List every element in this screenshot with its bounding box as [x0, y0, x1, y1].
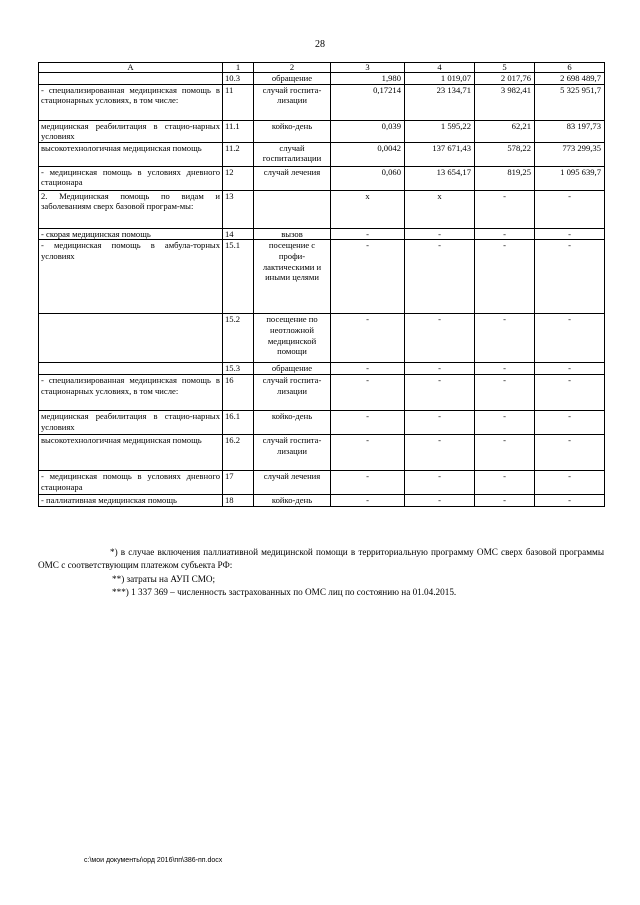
table-cell: - [475, 190, 535, 228]
table-cell: - специализированная медицинская помощь в стационарных условиях, в том числе: [39, 84, 223, 120]
table-cell: - [535, 240, 605, 314]
table-cell: 3 982,41 [475, 84, 535, 120]
table-cell: 13 [223, 190, 254, 228]
table-cell: - [405, 410, 475, 434]
table-row [39, 374, 605, 410]
table-cell: случай лечения [254, 470, 331, 494]
table-cell: случай лечения [254, 166, 331, 190]
table-cell: 1,980 [331, 73, 405, 85]
column-header: А [39, 63, 223, 73]
table-cell: - [405, 374, 475, 410]
table-cell: 2. Медицинская помощь по видам и заболеваниям сверх базовой програм-мы: [39, 190, 223, 228]
footnotes [38, 546, 604, 600]
table-cell: - [331, 470, 405, 494]
table-cell: - [475, 470, 535, 494]
table-cell: 1 019,07 [405, 73, 475, 85]
table-cell: х [331, 190, 405, 228]
table-row [39, 190, 605, 228]
table-row [39, 84, 605, 120]
table-cell: 1 095 639,7 [535, 166, 605, 190]
table-cell: - [535, 470, 605, 494]
table-cell: 578,22 [475, 142, 535, 166]
table-cell: 773 299,35 [535, 142, 605, 166]
table-cell: посещение по неотложной медицинской помощи [254, 314, 331, 363]
table-cell [39, 73, 223, 85]
table-cell: 62,21 [475, 120, 535, 142]
table-cell: 15.1 [223, 240, 254, 314]
table-cell: - медицинская помощь в условиях дневного стационара [39, 166, 223, 190]
table-cell: обращение [254, 73, 331, 85]
table-cell: высокотехнологичная медицинская помощь [39, 434, 223, 470]
table-cell: 16 [223, 374, 254, 410]
column-header: 6 [535, 63, 605, 73]
table-cell: случай госпита-лизации [254, 434, 331, 470]
table-row [39, 494, 605, 506]
table-cell: 11.2 [223, 142, 254, 166]
table-row [39, 470, 605, 494]
table-cell [39, 314, 223, 363]
table-cell: 17 [223, 470, 254, 494]
table-row [39, 434, 605, 470]
table-cell: случай госпитализации [254, 142, 331, 166]
table-cell: - медицинская помощь в условиях дневного стационара [39, 470, 223, 494]
table-cell: 2 017,76 [475, 73, 535, 85]
table-cell: 11 [223, 84, 254, 120]
table-cell: 11.1 [223, 120, 254, 142]
table-cell: 137 671,43 [405, 142, 475, 166]
table-cell: - [331, 363, 405, 375]
table-cell: 16.1 [223, 410, 254, 434]
table-cell [39, 363, 223, 375]
table-cell: 14 [223, 228, 254, 240]
table-cell: - [331, 240, 405, 314]
table-cell: 10.3 [223, 73, 254, 85]
table-cell: койко-день [254, 120, 331, 142]
table-cell: случай госпита-лизации [254, 374, 331, 410]
table-cell [254, 190, 331, 228]
column-header: 3 [331, 63, 405, 73]
table-cell: койко-день [254, 494, 331, 506]
table-row [39, 363, 605, 375]
table-cell: - [475, 410, 535, 434]
table-row [39, 166, 605, 190]
table-cell: - [405, 240, 475, 314]
table-cell: 83 197,73 [535, 120, 605, 142]
table-cell: - [331, 228, 405, 240]
table-cell: - [405, 314, 475, 363]
table-row [39, 73, 605, 85]
table-cell: 18 [223, 494, 254, 506]
table-cell: 0,17214 [331, 84, 405, 120]
column-header: 1 [223, 63, 254, 73]
table-cell: вызов [254, 228, 331, 240]
table-cell: - [475, 494, 535, 506]
footnote-3: ***) 1 337 369 – численность застрахованных по ОМС лиц по состоянию на 01.04.2015. [112, 587, 457, 598]
table-cell: 0,060 [331, 166, 405, 190]
table-cell: - скорая медицинская помощь [39, 228, 223, 240]
table-cell: - [405, 228, 475, 240]
table-cell: обращение [254, 363, 331, 375]
table-cell: - [331, 434, 405, 470]
table-cell: - [405, 470, 475, 494]
column-header: 4 [405, 63, 475, 73]
table-row [39, 410, 605, 434]
table-cell: - [405, 494, 475, 506]
table-cell: - [475, 314, 535, 363]
column-header: 2 [254, 63, 331, 73]
table-cell: посещение с профи-лактическими и иными целями [254, 240, 331, 314]
table-cell: - [475, 240, 535, 314]
table-row [39, 142, 605, 166]
page-number: 28 [315, 39, 325, 50]
table-cell: - [535, 314, 605, 363]
table-cell: - [475, 374, 535, 410]
table-cell: 16.2 [223, 434, 254, 470]
financing-table [38, 62, 605, 507]
table-cell: 819,25 [475, 166, 535, 190]
table-cell: 2 698 489,7 [535, 73, 605, 85]
table-cell: - [405, 363, 475, 375]
table-cell: - специализированная медицинская помощь в стационарных условиях, в том числе: [39, 374, 223, 410]
table-cell: 15.2 [223, 314, 254, 363]
table-cell: - [475, 363, 535, 375]
footnote-2: **) затраты на АУП СМО; [112, 573, 216, 584]
table-cell: случай госпита-лизации [254, 84, 331, 120]
table-row [39, 314, 605, 363]
table-header-row [39, 63, 605, 73]
table-row [39, 240, 605, 314]
table-cell: 0,039 [331, 120, 405, 142]
table-cell: - [535, 410, 605, 434]
table-cell: 12 [223, 166, 254, 190]
table-cell: - [535, 494, 605, 506]
table-cell: - [475, 228, 535, 240]
column-header: 5 [475, 63, 535, 73]
table-cell: - [475, 434, 535, 470]
table-cell: 15.3 [223, 363, 254, 375]
table-row [39, 228, 605, 240]
table-cell: 0,0042 [331, 142, 405, 166]
table-row [39, 120, 605, 142]
table-cell: медицинская реабилитация в стацио-нарных условиях [39, 120, 223, 142]
table-cell: - [535, 228, 605, 240]
table-cell: медицинская реабилитация в стацио-нарных условиях [39, 410, 223, 434]
table-cell: 5 325 951,7 [535, 84, 605, 120]
table-cell: - [535, 434, 605, 470]
table-cell: 1 595,22 [405, 120, 475, 142]
table-cell: 23 134,71 [405, 84, 475, 120]
table-cell: х [405, 190, 475, 228]
table-cell: - [331, 494, 405, 506]
table-cell: - [331, 410, 405, 434]
table-cell: 13 654,17 [405, 166, 475, 190]
table-cell: - [535, 190, 605, 228]
table-cell: высокотехнологичная медицинская помощь [39, 142, 223, 166]
table-cell: - паллиативная медицинская помощь [39, 494, 223, 506]
table-cell: - [535, 374, 605, 410]
table-cell: койко-день [254, 410, 331, 434]
table-cell: - [331, 314, 405, 363]
table-cell: - [535, 363, 605, 375]
table-cell: - медицинская помощь в амбула-торных условиях [39, 240, 223, 314]
file-path: c:\мои документы\орд 2016\пп\386-пп.docx [84, 857, 223, 864]
table-cell: - [405, 434, 475, 470]
table-cell: - [331, 374, 405, 410]
footnote-1: *) в случае включения паллиативной медицинской помощи в территориальную программу ОМС сверх базовой программы ОМС с соответствующим платежом субъекта РФ: [38, 547, 604, 571]
